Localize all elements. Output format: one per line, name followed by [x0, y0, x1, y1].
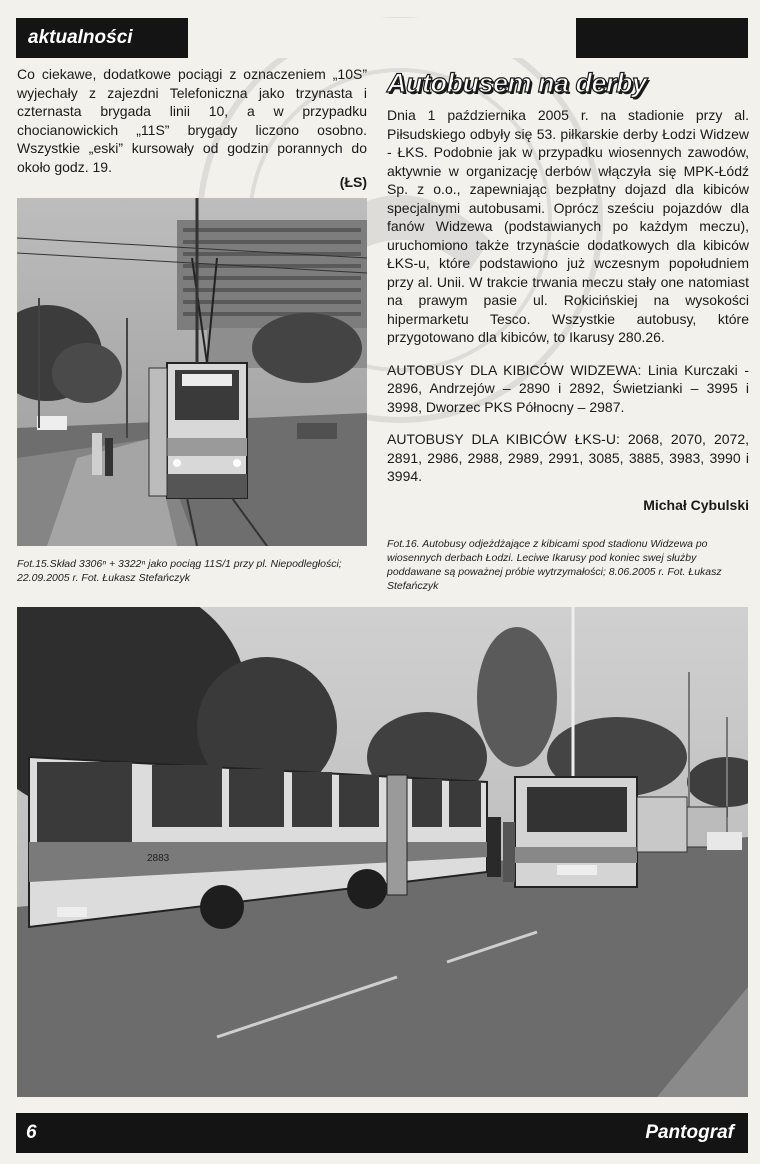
left-signature: (ŁS) — [339, 174, 367, 190]
tram-photo — [17, 198, 367, 546]
header-gap — [188, 18, 576, 58]
photo2-caption: Fot.16. Autobusy odjeżdżające z kibicami spod stadionu Widzewa po wiosennych derbach Łodzi. Leciwe Ikarusy pod koniec swej służby poddawane są poważnej próbie wytrzymałości; 8.06.2005 r. Fot. Łukasz Stefańczyk — [387, 538, 722, 592]
page-number: 6 — [26, 1122, 37, 1143]
article-title: Autobusem na derby — [387, 68, 647, 98]
bus-number: 2883 — [147, 853, 170, 864]
photo1-caption: Fot.15.Skład 3306ⁿ + 3322ⁿ jako pociąg 11S/1 przy pl. Niepodległości; 22.09.2005 r. Fot. Łukasz Stefańczyk — [17, 558, 342, 584]
magazine-name: Pantograf — [645, 1122, 734, 1143]
article — [387, 66, 749, 514]
article-paragraph-3: AUTOBUSY DLA KIBICÓW ŁKS-U: 2068, 2070, 2072, 2891, 2986, 2988, 2989, 2991, 3085, 3885, 3983, 3990 i 3994. — [387, 431, 749, 484]
left-paragraph: Co ciekawe, dodatkowe pociągi z oznaczeniem „10S” wyjechały z zajezdni Telefoniczna jako trzynasta i czternasta brygada linii 10, a w przypadku chocianowickich „11S” brygady liczono osobno. Wszystkie „eski” kursowały od godzin porannych do około godz. 19. — [17, 66, 367, 175]
buses-photo — [17, 607, 748, 1097]
footer-bar — [16, 1113, 748, 1153]
article-author: Michał Cybulski — [643, 496, 749, 513]
article-paragraph-2: AUTOBUSY DLA KIBICÓW WIDZEWA: Linia Kurczaki - 2896, Andrzejów – 2890 i 2892, Świetzianki – 3995 i 3998, Dworzec PKS Północny – 2987. — [387, 361, 749, 415]
article-paragraph-1: Dnia 1 października 2005 r. na stadionie przy al. Piłsudskiego odbyły się 53. piłkarskie derby Łodzi Widzew - ŁKS. Podobnie jak w przypadku wiosennych zawodów, aktywnie w organizację derbów włączyła się MPK-Łódź Sp. z o.o., zapewniając bezpłatny dojazd dla kibiców specjalnymi autobusami. Oprócz sześciu pojazdów dla fanów Widzewa (podstawianych po każdym meczu), uruchomiono także trzynaście dodatkowych dla kibiców ŁKS-u, które podstawiono już wczesnym popołudniem przy al. Unii. W trakcie trwania meczu stały one natomiast na prawym pasie ul. Rokicińskiej na wysokości hipermarketu Tesco. Wszystkie autobusy, które przygotowano dla kibiców, to Ikarusy 280.26. — [387, 107, 749, 345]
section-title: aktualności — [16, 18, 145, 58]
